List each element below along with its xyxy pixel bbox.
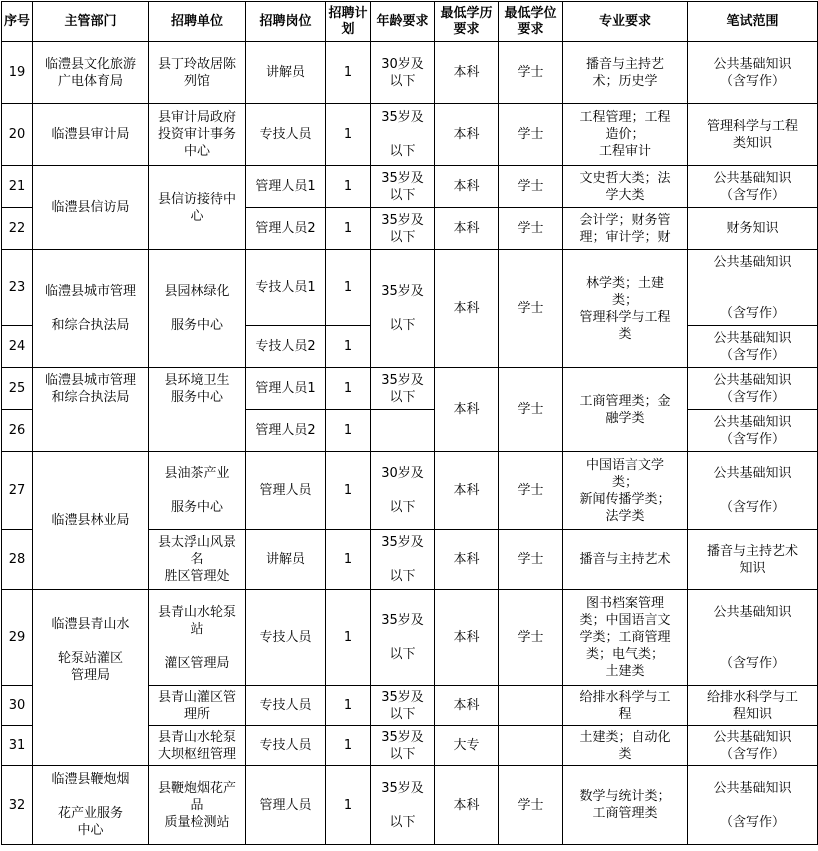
table-row (2, 42, 818, 104)
degree-cell: 学士 (499, 166, 563, 208)
age-cell: 35岁及 以下 (371, 766, 435, 845)
post-cell: 专技人员1 (246, 250, 326, 326)
seq-cell: 20 (2, 104, 33, 166)
age-cell: 35岁及 以下 (371, 250, 435, 368)
degree-cell: 学士 (499, 42, 563, 104)
age-cell: 30岁及 以下 (371, 42, 435, 104)
degree-cell: 学士 (499, 590, 563, 686)
recruitment-table (1, 1, 818, 845)
post-cell: 管理人员2 (246, 410, 326, 452)
major-cell: 工程管理；工程 造价； 工程审计 (563, 104, 688, 166)
header-major: 专业要求 (563, 2, 688, 42)
degree-cell (499, 726, 563, 766)
edu-cell: 本科 (435, 530, 499, 590)
degree-cell: 学士 (499, 368, 563, 452)
age-cell: 35岁及 以下 (371, 726, 435, 766)
degree-cell: 学士 (499, 250, 563, 368)
exam-cell: 公共基础知识 （含写作） (688, 766, 818, 845)
degree-cell: 学士 (499, 452, 563, 530)
unit-cell: 县青山水轮泵 站 灌区管理局 (149, 590, 246, 686)
seq-cell: 31 (2, 726, 33, 766)
exam-cell: 公共基础知识 （含写作） (688, 166, 818, 208)
edu-cell: 本科 (435, 104, 499, 166)
table-row (2, 104, 818, 166)
post-cell: 管理人员 (246, 452, 326, 530)
major-cell: 数学与统计类； 工商管理类 (563, 766, 688, 845)
plan-cell: 1 (326, 208, 371, 250)
header-row (2, 2, 818, 42)
degree-cell: 学士 (499, 530, 563, 590)
plan-cell: 1 (326, 326, 371, 368)
major-cell: 林学类；土建 类； 管理科学与工程 类 (563, 250, 688, 368)
exam-cell: 播音与主持艺术 知识 (688, 530, 818, 590)
table-row (2, 452, 818, 530)
edu-cell: 本科 (435, 766, 499, 845)
seq-cell: 24 (2, 326, 33, 368)
post-cell: 讲解员 (246, 530, 326, 590)
seq-cell: 28 (2, 530, 33, 590)
exam-cell: 给排水科学与工 程知识 (688, 686, 818, 726)
edu-cell: 本科 (435, 250, 499, 368)
plan-cell: 1 (326, 166, 371, 208)
seq-cell: 25 (2, 368, 33, 410)
table-row (2, 166, 818, 208)
post-cell: 管理人员2 (246, 208, 326, 250)
header-unit: 招聘单位 (149, 2, 246, 42)
unit-cell: 县青山灌区管 理所 (149, 686, 246, 726)
table-row (2, 766, 818, 845)
major-cell: 图书档案管理 类；中国语言文 学类；工商管理 类；电气类； 土建类 (563, 590, 688, 686)
edu-cell: 大专 (435, 726, 499, 766)
exam-cell: 公共基础知识 （含写作） (688, 452, 818, 530)
table-row (2, 250, 818, 326)
unit-cell: 县审计局政府 投资审计事务 中心 (149, 104, 246, 166)
seq-cell: 26 (2, 410, 33, 452)
edu-cell: 本科 (435, 208, 499, 250)
unit-cell: 县油茶产业 服务中心 (149, 452, 246, 530)
seq-cell: 21 (2, 166, 33, 208)
age-cell: 35岁及 以下 (371, 166, 435, 208)
major-cell: 播音与主持艺术 (563, 530, 688, 590)
exam-cell: 财务知识 (688, 208, 818, 250)
post-cell: 专技人员2 (246, 326, 326, 368)
edu-cell: 本科 (435, 166, 499, 208)
dept-cell: 临澧县城市管理 和综合执法局 (33, 250, 149, 368)
major-cell: 文史哲大类；法 学大类 (563, 166, 688, 208)
table-row (2, 590, 818, 686)
post-cell: 讲解员 (246, 42, 326, 104)
plan-cell: 1 (326, 104, 371, 166)
header-dept: 主管部门 (33, 2, 149, 42)
plan-cell: 1 (326, 452, 371, 530)
age-cell: 35岁及 以下 (371, 104, 435, 166)
header-plan: 招聘计划 (326, 2, 371, 42)
seq-cell: 29 (2, 590, 33, 686)
edu-cell: 本科 (435, 42, 499, 104)
degree-cell (499, 686, 563, 726)
unit-cell: 县信访接待中 心 (149, 166, 246, 250)
age-cell: 35岁及 以下 (371, 530, 435, 590)
degree-cell: 学士 (499, 104, 563, 166)
post-cell: 管理人员1 (246, 368, 326, 410)
dept-cell: 临澧县审计局 (33, 104, 149, 166)
exam-cell: 公共基础知识 （含写作） (688, 326, 818, 368)
major-cell: 土建类；自动化 类 (563, 726, 688, 766)
post-cell: 专技人员 (246, 590, 326, 686)
dept-cell: 临澧县林业局 (33, 452, 149, 590)
seq-cell: 22 (2, 208, 33, 250)
edu-cell: 本科 (435, 368, 499, 452)
post-cell: 管理人员1 (246, 166, 326, 208)
unit-cell: 县太浮山风景 名 胜区管理处 (149, 530, 246, 590)
major-cell: 给排水科学与工 程 (563, 686, 688, 726)
dept-cell: 临澧县青山水 轮泵站灌区 管理局 (33, 590, 149, 766)
header-post: 招聘岗位 (246, 2, 326, 42)
age-cell: 30岁及 以下 (371, 452, 435, 530)
plan-cell: 1 (326, 686, 371, 726)
header-age: 年龄要求 (371, 2, 435, 42)
unit-cell: 县环境卫生 服务中心 (149, 368, 246, 452)
plan-cell: 1 (326, 42, 371, 104)
dept-cell: 临澧县信访局 (33, 166, 149, 250)
age-cell (371, 410, 435, 452)
exam-cell: 公共基础知识 （含写作） (688, 410, 818, 452)
plan-cell: 1 (326, 250, 371, 326)
plan-cell: 1 (326, 530, 371, 590)
post-cell: 专技人员 (246, 726, 326, 766)
unit-cell: 县丁玲故居陈 列馆 (149, 42, 246, 104)
header-edu: 最低学历要求 (435, 2, 499, 42)
plan-cell: 1 (326, 368, 371, 410)
edu-cell: 本科 (435, 686, 499, 726)
plan-cell: 1 (326, 766, 371, 845)
major-cell: 工商管理类；金 融学类 (563, 368, 688, 452)
header-degree: 最低学位要求 (499, 2, 563, 42)
seq-cell: 30 (2, 686, 33, 726)
dept-cell: 临澧县城市管理 和综合执法局 (33, 368, 149, 452)
header-seq: 序号 (2, 2, 33, 42)
post-cell: 管理人员 (246, 766, 326, 845)
table-row (2, 368, 818, 410)
edu-cell: 本科 (435, 452, 499, 530)
exam-cell: 公共基础知识 （含写作） (688, 368, 818, 410)
post-cell: 专技人员 (246, 104, 326, 166)
plan-cell: 1 (326, 410, 371, 452)
exam-cell: 公共基础知识 （含写作） (688, 726, 818, 766)
major-cell: 播音与主持艺 术；历史学 (563, 42, 688, 104)
plan-cell: 1 (326, 590, 371, 686)
degree-cell: 学士 (499, 208, 563, 250)
unit-cell: 县园林绿化 服务中心 (149, 250, 246, 368)
exam-cell: 公共基础知识 （含写作） (688, 42, 818, 104)
major-cell: 会计学；财务管 理；审计学；财 (563, 208, 688, 250)
plan-cell: 1 (326, 726, 371, 766)
exam-cell: 管理科学与工程 类知识 (688, 104, 818, 166)
age-cell: 35岁及 以下 (371, 686, 435, 726)
header-exam: 笔试范围 (688, 2, 818, 42)
seq-cell: 23 (2, 250, 33, 326)
degree-cell: 学士 (499, 766, 563, 845)
unit-cell: 县鞭炮烟花产 品 质量检测站 (149, 766, 246, 845)
dept-cell: 临澧县文化旅游 广电体育局 (33, 42, 149, 104)
post-cell: 专技人员 (246, 686, 326, 726)
unit-cell: 县青山水轮泵 大坝枢纽管理 (149, 726, 246, 766)
seq-cell: 32 (2, 766, 33, 845)
age-cell: 35岁及 以下 (371, 368, 435, 410)
seq-cell: 19 (2, 42, 33, 104)
dept-cell: 临澧县鞭炮烟 花产业服务 中心 (33, 766, 149, 845)
age-cell: 35岁及 以下 (371, 208, 435, 250)
major-cell: 中国语言文学 类； 新闻传播学类； 法学类 (563, 452, 688, 530)
exam-cell: 公共基础知识 （含写作） (688, 250, 818, 326)
exam-cell: 公共基础知识 （含写作） (688, 590, 818, 686)
seq-cell: 27 (2, 452, 33, 530)
edu-cell: 本科 (435, 590, 499, 686)
age-cell: 35岁及 以下 (371, 590, 435, 686)
